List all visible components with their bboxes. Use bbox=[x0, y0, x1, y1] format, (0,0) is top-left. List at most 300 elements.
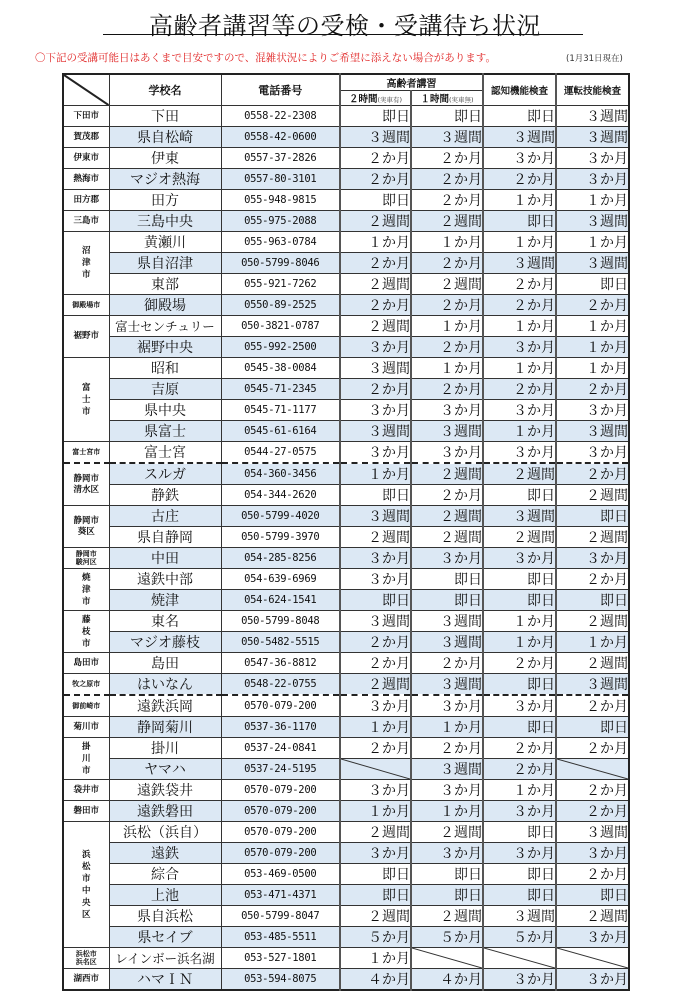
table-row bbox=[63, 843, 629, 864]
phone-number: 054-285-8256 bbox=[221, 548, 340, 569]
wait-time-cognitive: ３か月 bbox=[483, 969, 556, 991]
wait-time-two-hour: ２週間 bbox=[340, 906, 411, 927]
diagonal-slash-icon bbox=[484, 948, 555, 968]
wait-time-two-hour: ３か月 bbox=[340, 400, 411, 421]
wait-time-one-hour: ２か月 bbox=[411, 253, 483, 274]
table-row bbox=[63, 548, 629, 569]
wait-time-driving: ２か月 bbox=[556, 780, 629, 801]
wait-time-two-hour: ２か月 bbox=[340, 379, 411, 400]
table-row bbox=[63, 463, 629, 485]
table-row bbox=[63, 316, 629, 337]
wait-time-two-hour: ３週間 bbox=[340, 358, 411, 379]
phone-number: 0550-89-2525 bbox=[221, 295, 340, 316]
wait-time-driving: ３週間 bbox=[556, 421, 629, 442]
wait-time-one-hour: 即日 bbox=[411, 106, 483, 127]
phone-number: 054-360-3456 bbox=[221, 463, 340, 485]
area-cell: 牧之原市 bbox=[63, 674, 109, 696]
wait-time-driving: ２週間 bbox=[556, 653, 629, 674]
header-school: 学校名 bbox=[109, 74, 221, 106]
wait-time-two-hour: １か月 bbox=[340, 948, 411, 969]
table-row bbox=[63, 801, 629, 822]
wait-time-cognitive: ３週間 bbox=[483, 253, 556, 274]
wait-time-one-hour: 即日 bbox=[411, 569, 483, 590]
table-row bbox=[63, 969, 629, 991]
wait-time-cognitive: ２か月 bbox=[483, 738, 556, 759]
phone-number: 050-5799-8047 bbox=[221, 906, 340, 927]
not-applicable-cell bbox=[556, 759, 629, 780]
wait-time-driving: ３か月 bbox=[556, 843, 629, 864]
table-row bbox=[63, 232, 629, 253]
header-corner-cell bbox=[63, 74, 109, 106]
school-name: 県自静岡 bbox=[109, 527, 221, 548]
wait-time-driving: ２週間 bbox=[556, 611, 629, 632]
wait-time-driving: ３か月 bbox=[556, 400, 629, 421]
wait-time-one-hour: ３週間 bbox=[411, 421, 483, 442]
school-name: 掛川 bbox=[109, 738, 221, 759]
school-name: 島田 bbox=[109, 653, 221, 674]
table-row bbox=[63, 506, 629, 527]
phone-number: 050-5799-3970 bbox=[221, 527, 340, 548]
wait-time-two-hour: ３か月 bbox=[340, 337, 411, 358]
header-cognitive: 認知機能検査 bbox=[483, 74, 556, 106]
phone-number: 0545-61-6164 bbox=[221, 421, 340, 442]
wait-time-driving: ３か月 bbox=[556, 969, 629, 991]
area-cell: 島田市 bbox=[63, 653, 109, 674]
table-row bbox=[63, 485, 629, 506]
wait-time-cognitive: ３か月 bbox=[483, 801, 556, 822]
wait-time-two-hour: ２か月 bbox=[340, 253, 411, 274]
wait-time-cognitive: ３か月 bbox=[483, 548, 556, 569]
wait-time-cognitive: ２か月 bbox=[483, 653, 556, 674]
area-cell: 掛 川 市 bbox=[63, 738, 109, 780]
table-row bbox=[63, 358, 629, 379]
table-row bbox=[63, 780, 629, 801]
wait-time-one-hour: ２か月 bbox=[411, 738, 483, 759]
area-cell: 三島市 bbox=[63, 211, 109, 232]
wait-time-one-hour: ３か月 bbox=[411, 548, 483, 569]
wait-time-driving: １か月 bbox=[556, 316, 629, 337]
area-cell: 静岡市 清水区 bbox=[63, 463, 109, 506]
table-row bbox=[63, 717, 629, 738]
school-name: 浜松（浜自） bbox=[109, 822, 221, 843]
phone-number: 054-639-6969 bbox=[221, 569, 340, 590]
area-cell: 御前崎市 bbox=[63, 695, 109, 717]
diagonal-slash-icon bbox=[557, 759, 628, 779]
wait-time-driving: ３週間 bbox=[556, 106, 629, 127]
wait-time-cognitive: １か月 bbox=[483, 232, 556, 253]
wait-time-cognitive: ３か月 bbox=[483, 695, 556, 717]
school-name: 裾野中央 bbox=[109, 337, 221, 358]
wait-time-one-hour: 即日 bbox=[411, 590, 483, 611]
wait-time-cognitive: 即日 bbox=[483, 674, 556, 696]
school-name: ヤマハ bbox=[109, 759, 221, 780]
wait-time-driving: ３か月 bbox=[556, 927, 629, 948]
phone-number: 0537-36-1170 bbox=[221, 717, 340, 738]
table-row bbox=[63, 169, 629, 190]
as-of-date: (1月31日現在) bbox=[566, 54, 623, 64]
area-cell: 田方郡 bbox=[63, 190, 109, 211]
wait-time-one-hour: ３か月 bbox=[411, 400, 483, 421]
table-row bbox=[63, 253, 629, 274]
wait-time-cognitive: ２か月 bbox=[483, 295, 556, 316]
wait-time-one-hour: １か月 bbox=[411, 232, 483, 253]
title-underline bbox=[103, 34, 583, 35]
wait-time-one-hour: ２週間 bbox=[411, 822, 483, 843]
wait-time-driving: ３か月 bbox=[556, 548, 629, 569]
school-name: 下田 bbox=[109, 106, 221, 127]
school-name: 古庄 bbox=[109, 506, 221, 527]
wait-time-driving: ２か月 bbox=[556, 695, 629, 717]
school-name: 富士センチュリー bbox=[109, 316, 221, 337]
wait-time-cognitive: １か月 bbox=[483, 190, 556, 211]
wait-time-driving: １か月 bbox=[556, 232, 629, 253]
area-cell: 沼 津 市 bbox=[63, 232, 109, 295]
wait-time-one-hour: １か月 bbox=[411, 358, 483, 379]
table-row bbox=[63, 442, 629, 464]
phone-number: 0558-42-0600 bbox=[221, 127, 340, 148]
phone-number: 0537-24-5195 bbox=[221, 759, 340, 780]
table-row bbox=[63, 906, 629, 927]
school-name: 東部 bbox=[109, 274, 221, 295]
wait-time-two-hour: ３週間 bbox=[340, 127, 411, 148]
wait-time-two-hour: 即日 bbox=[340, 864, 411, 885]
wait-time-one-hour: １か月 bbox=[411, 801, 483, 822]
area-cell: 裾野市 bbox=[63, 316, 109, 358]
school-name: 三島中央 bbox=[109, 211, 221, 232]
wait-time-one-hour: ３週間 bbox=[411, 632, 483, 653]
wait-time-two-hour: １か月 bbox=[340, 463, 411, 485]
wait-time-one-hour: １か月 bbox=[411, 316, 483, 337]
table-row bbox=[63, 632, 629, 653]
phone-number: 0537-24-0841 bbox=[221, 738, 340, 759]
wait-time-driving: ３週間 bbox=[556, 253, 629, 274]
not-applicable-cell bbox=[411, 948, 483, 969]
wait-time-one-hour: ２か月 bbox=[411, 190, 483, 211]
school-name: 遠鉄中部 bbox=[109, 569, 221, 590]
wait-time-driving: ３週間 bbox=[556, 127, 629, 148]
wait-time-two-hour: ２週間 bbox=[340, 822, 411, 843]
phone-number: 0557-80-3101 bbox=[221, 169, 340, 190]
phone-number: 055-921-7262 bbox=[221, 274, 340, 295]
table-row bbox=[63, 527, 629, 548]
not-applicable-cell bbox=[340, 759, 411, 780]
school-name: マジオ熱海 bbox=[109, 169, 221, 190]
wait-time-two-hour: 即日 bbox=[340, 590, 411, 611]
wait-time-cognitive: 即日 bbox=[483, 569, 556, 590]
wait-time-one-hour: ３週間 bbox=[411, 759, 483, 780]
table-body bbox=[63, 106, 629, 991]
school-name: 静鉄 bbox=[109, 485, 221, 506]
phone-number: 055-975-2088 bbox=[221, 211, 340, 232]
wait-time-one-hour: １か月 bbox=[411, 717, 483, 738]
wait-time-driving: 即日 bbox=[556, 590, 629, 611]
area-cell: 浜松市 浜名区 bbox=[63, 948, 109, 969]
school-name: 県セイブ bbox=[109, 927, 221, 948]
wait-time-one-hour: ２週間 bbox=[411, 527, 483, 548]
wait-time-cognitive: 即日 bbox=[483, 885, 556, 906]
wait-time-cognitive: ２か月 bbox=[483, 379, 556, 400]
phone-number: 050-5482-5515 bbox=[221, 632, 340, 653]
wait-time-one-hour: ２か月 bbox=[411, 485, 483, 506]
school-name: ハマＩＮ bbox=[109, 969, 221, 991]
wait-time-cognitive: ３か月 bbox=[483, 400, 556, 421]
area-cell: 藤 枝 市 bbox=[63, 611, 109, 653]
table-row bbox=[63, 695, 629, 717]
not-applicable-cell bbox=[483, 948, 556, 969]
wait-time-driving: ３か月 bbox=[556, 169, 629, 190]
table-row bbox=[63, 864, 629, 885]
area-cell: 富 士 市 bbox=[63, 358, 109, 442]
phone-number: 054-624-1541 bbox=[221, 590, 340, 611]
phone-number: 0570-079-200 bbox=[221, 822, 340, 843]
area-cell: 賀茂郡 bbox=[63, 127, 109, 148]
table-row bbox=[63, 885, 629, 906]
table-row bbox=[63, 127, 629, 148]
school-name: 遠鉄磐田 bbox=[109, 801, 221, 822]
wait-time-two-hour: ３週間 bbox=[340, 421, 411, 442]
table-row bbox=[63, 379, 629, 400]
wait-time-two-hour: ２週間 bbox=[340, 211, 411, 232]
wait-time-two-hour: ２週間 bbox=[340, 274, 411, 295]
table-row bbox=[63, 948, 629, 969]
wait-time-two-hour: ２か月 bbox=[340, 653, 411, 674]
wait-time-one-hour: ２週間 bbox=[411, 274, 483, 295]
school-name: 上池 bbox=[109, 885, 221, 906]
school-name: 静岡菊川 bbox=[109, 717, 221, 738]
wait-time-cognitive: １か月 bbox=[483, 632, 556, 653]
school-name: 田方 bbox=[109, 190, 221, 211]
wait-time-one-hour: ３か月 bbox=[411, 695, 483, 717]
header-elderly-course: 高齢者講習 bbox=[340, 74, 483, 91]
diagonal-slash-icon bbox=[412, 948, 482, 968]
school-name: はいなん bbox=[109, 674, 221, 696]
waiting-status-table bbox=[62, 73, 630, 991]
wait-time-driving: ３週間 bbox=[556, 674, 629, 696]
wait-time-cognitive: ３週間 bbox=[483, 906, 556, 927]
header-two-hour: ２時間(実車有) bbox=[340, 91, 411, 106]
phone-number: 0570-079-200 bbox=[221, 695, 340, 717]
school-name: 綜合 bbox=[109, 864, 221, 885]
table-row bbox=[63, 421, 629, 442]
school-name: 県自沼津 bbox=[109, 253, 221, 274]
area-cell: 静岡市 駿河区 bbox=[63, 548, 109, 569]
wait-time-driving: ３か月 bbox=[556, 442, 629, 464]
wait-time-cognitive: ３週間 bbox=[483, 506, 556, 527]
wait-time-driving: ２か月 bbox=[556, 379, 629, 400]
wait-time-cognitive: ２か月 bbox=[483, 169, 556, 190]
wait-time-two-hour: 即日 bbox=[340, 885, 411, 906]
wait-time-cognitive: １か月 bbox=[483, 358, 556, 379]
phone-number: 054-344-2620 bbox=[221, 485, 340, 506]
not-applicable-cell bbox=[556, 948, 629, 969]
wait-time-cognitive: ３か月 bbox=[483, 843, 556, 864]
diagonal-slash-icon bbox=[64, 75, 109, 105]
phone-number: 053-527-1801 bbox=[221, 948, 340, 969]
wait-time-driving: ２か月 bbox=[556, 738, 629, 759]
wait-time-one-hour: ２か月 bbox=[411, 653, 483, 674]
wait-time-cognitive: ３週間 bbox=[483, 127, 556, 148]
wait-time-driving: １か月 bbox=[556, 358, 629, 379]
wait-time-one-hour: ２か月 bbox=[411, 148, 483, 169]
wait-time-two-hour: ３か月 bbox=[340, 843, 411, 864]
wait-time-driving: ３か月 bbox=[556, 148, 629, 169]
table-row bbox=[63, 822, 629, 843]
wait-time-driving: 即日 bbox=[556, 717, 629, 738]
phone-number: 0545-71-2345 bbox=[221, 379, 340, 400]
wait-time-one-hour: ２週間 bbox=[411, 506, 483, 527]
wait-time-driving: ２週間 bbox=[556, 906, 629, 927]
area-cell: 御殿場市 bbox=[63, 295, 109, 316]
wait-time-cognitive: 即日 bbox=[483, 822, 556, 843]
table-row bbox=[63, 106, 629, 127]
table-row bbox=[63, 211, 629, 232]
phone-number: 050-5799-8048 bbox=[221, 611, 340, 632]
wait-time-two-hour: ３か月 bbox=[340, 442, 411, 464]
wait-time-one-hour: ３か月 bbox=[411, 442, 483, 464]
wait-time-one-hour: ２週間 bbox=[411, 211, 483, 232]
area-cell: 伊東市 bbox=[63, 148, 109, 169]
wait-time-two-hour: １か月 bbox=[340, 801, 411, 822]
school-name: 遠鉄浜岡 bbox=[109, 695, 221, 717]
wait-time-one-hour: ３週間 bbox=[411, 611, 483, 632]
wait-time-two-hour: １か月 bbox=[340, 717, 411, 738]
wait-time-cognitive: １か月 bbox=[483, 611, 556, 632]
phone-number: 050-5799-4020 bbox=[221, 506, 340, 527]
wait-time-one-hour: ２か月 bbox=[411, 379, 483, 400]
wait-time-two-hour: ５か月 bbox=[340, 927, 411, 948]
table-row bbox=[63, 738, 629, 759]
wait-time-two-hour: ３週間 bbox=[340, 611, 411, 632]
area-cell: 浜 松 市 中 央 区 bbox=[63, 822, 109, 948]
school-name: 黄瀬川 bbox=[109, 232, 221, 253]
wait-time-cognitive: ３か月 bbox=[483, 442, 556, 464]
school-name: レインボー浜名湖 bbox=[109, 948, 221, 969]
wait-time-one-hour: 即日 bbox=[411, 885, 483, 906]
header-one-hour: １時間(実車無) bbox=[411, 91, 483, 106]
wait-time-two-hour: 即日 bbox=[340, 106, 411, 127]
wait-time-two-hour: ２週間 bbox=[340, 674, 411, 696]
phone-number: 0570-079-200 bbox=[221, 843, 340, 864]
phone-number: 0545-71-1177 bbox=[221, 400, 340, 421]
wait-time-two-hour: ３か月 bbox=[340, 569, 411, 590]
wait-time-driving: 即日 bbox=[556, 274, 629, 295]
wait-time-one-hour: ３週間 bbox=[411, 127, 483, 148]
area-cell: 袋井市 bbox=[63, 780, 109, 801]
phone-number: 055-992-2500 bbox=[221, 337, 340, 358]
wait-time-cognitive: 即日 bbox=[483, 485, 556, 506]
school-name: 昭和 bbox=[109, 358, 221, 379]
wait-time-two-hour: 即日 bbox=[340, 190, 411, 211]
wait-time-one-hour: ３か月 bbox=[411, 843, 483, 864]
wait-time-driving: １か月 bbox=[556, 337, 629, 358]
wait-time-driving: ２か月 bbox=[556, 864, 629, 885]
school-name: マジオ藤枝 bbox=[109, 632, 221, 653]
wait-time-driving: 即日 bbox=[556, 885, 629, 906]
diagonal-slash-icon bbox=[341, 759, 410, 779]
school-name: 県中央 bbox=[109, 400, 221, 421]
phone-number: 0547-36-8812 bbox=[221, 653, 340, 674]
wait-time-cognitive: ３か月 bbox=[483, 337, 556, 358]
phone-number: 0548-22-0755 bbox=[221, 674, 340, 696]
wait-time-one-hour: ５か月 bbox=[411, 927, 483, 948]
table-row bbox=[63, 337, 629, 358]
table-row bbox=[63, 611, 629, 632]
wait-time-one-hour: ２か月 bbox=[411, 169, 483, 190]
wait-time-one-hour: ２か月 bbox=[411, 295, 483, 316]
wait-time-two-hour: ４か月 bbox=[340, 969, 411, 991]
header-driving: 運転技能検査 bbox=[556, 74, 629, 106]
wait-time-driving: ２か月 bbox=[556, 569, 629, 590]
school-name: スルガ bbox=[109, 463, 221, 485]
wait-time-driving: ２週間 bbox=[556, 527, 629, 548]
school-name: 東名 bbox=[109, 611, 221, 632]
phone-number: 0545-38-0084 bbox=[221, 358, 340, 379]
page-title: 高齢者講習等の受検・受講待ち状況 bbox=[149, 12, 541, 40]
phone-number: 050-3821-0787 bbox=[221, 316, 340, 337]
phone-number: 053-469-0500 bbox=[221, 864, 340, 885]
school-name: 富士宮 bbox=[109, 442, 221, 464]
availability-notice: 〇下記の受講可能日はあくまで目安ですので、混雑状況によりご希望に添えない場合があります。 bbox=[35, 52, 496, 64]
table-row bbox=[63, 274, 629, 295]
wait-time-driving: ３週間 bbox=[556, 822, 629, 843]
wait-time-two-hour: ３週間 bbox=[340, 506, 411, 527]
wait-time-driving: ３週間 bbox=[556, 211, 629, 232]
school-name: 県富士 bbox=[109, 421, 221, 442]
wait-time-two-hour: 即日 bbox=[340, 485, 411, 506]
wait-time-cognitive: 即日 bbox=[483, 106, 556, 127]
school-name: 吉原 bbox=[109, 379, 221, 400]
phone-number: 0557-37-2826 bbox=[221, 148, 340, 169]
diagonal-slash-icon bbox=[557, 948, 628, 968]
wait-time-cognitive: ３か月 bbox=[483, 148, 556, 169]
wait-time-one-hour: ２か月 bbox=[411, 337, 483, 358]
wait-time-cognitive: ２週間 bbox=[483, 527, 556, 548]
wait-time-two-hour: ２か月 bbox=[340, 632, 411, 653]
phone-number: 0558-22-2308 bbox=[221, 106, 340, 127]
wait-time-cognitive: １か月 bbox=[483, 421, 556, 442]
area-cell: 菊川市 bbox=[63, 717, 109, 738]
phone-number: 055-963-0784 bbox=[221, 232, 340, 253]
wait-time-two-hour: ２か月 bbox=[340, 148, 411, 169]
wait-time-cognitive: 即日 bbox=[483, 590, 556, 611]
phone-number: 0570-079-200 bbox=[221, 780, 340, 801]
wait-time-driving: １か月 bbox=[556, 190, 629, 211]
phone-number: 053-594-8075 bbox=[221, 969, 340, 991]
area-cell: 湖西市 bbox=[63, 969, 109, 991]
table-row bbox=[63, 190, 629, 211]
wait-time-two-hour: ３か月 bbox=[340, 695, 411, 717]
wait-time-cognitive: 即日 bbox=[483, 717, 556, 738]
phone-number: 0544-27-0575 bbox=[221, 442, 340, 464]
area-cell: 富士宮市 bbox=[63, 442, 109, 464]
wait-time-one-hour: ３か月 bbox=[411, 780, 483, 801]
wait-time-cognitive: １か月 bbox=[483, 780, 556, 801]
wait-time-driving: １か月 bbox=[556, 632, 629, 653]
table-row bbox=[63, 927, 629, 948]
table-row bbox=[63, 148, 629, 169]
wait-time-one-hour: ３週間 bbox=[411, 674, 483, 696]
school-name: 県自浜松 bbox=[109, 906, 221, 927]
wait-time-one-hour: ２週間 bbox=[411, 906, 483, 927]
wait-time-two-hour: ２か月 bbox=[340, 169, 411, 190]
wait-time-driving: ２か月 bbox=[556, 463, 629, 485]
area-cell: 静岡市 葵区 bbox=[63, 506, 109, 548]
school-name: 御殿場 bbox=[109, 295, 221, 316]
wait-time-two-hour: ３か月 bbox=[340, 780, 411, 801]
table-row bbox=[63, 759, 629, 780]
wait-time-two-hour: ２週間 bbox=[340, 527, 411, 548]
wait-time-cognitive: ２か月 bbox=[483, 759, 556, 780]
